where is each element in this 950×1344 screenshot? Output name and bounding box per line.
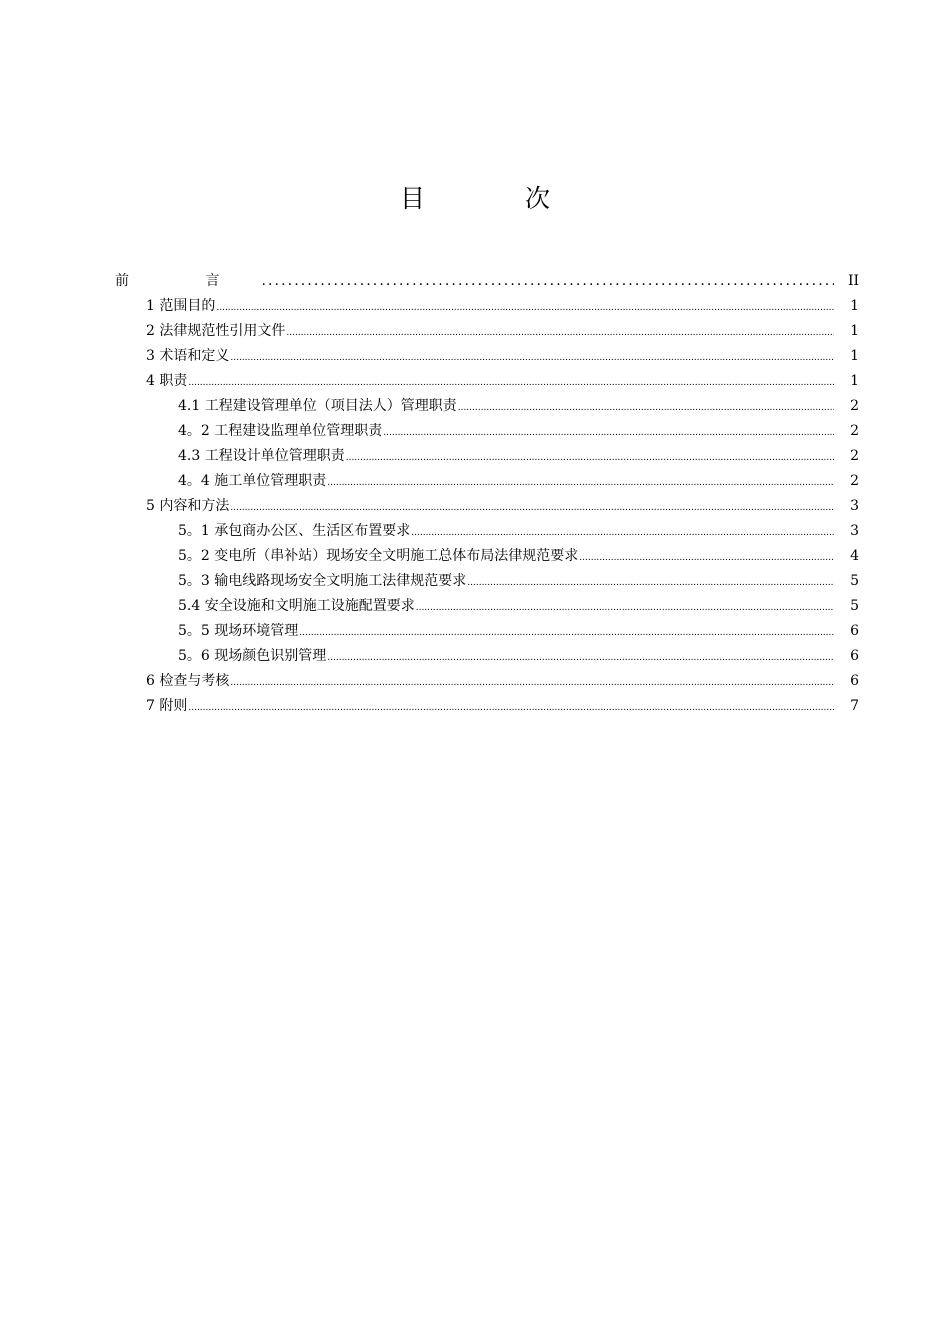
toc-entry-label: 7 附则 (146, 698, 188, 714)
toc-leader (299, 621, 834, 646)
toc-leader (579, 546, 834, 571)
toc-list (0, 269, 950, 719)
toc-leader (230, 671, 834, 696)
toc-entry-preface[interactable] (0, 269, 950, 294)
toc-entry-page: 6 (850, 673, 859, 689)
toc-entry[interactable] (0, 369, 950, 394)
toc-entry[interactable] (0, 319, 950, 344)
toc-leader (346, 446, 834, 471)
toc-leader (416, 596, 834, 621)
toc-entry[interactable] (0, 469, 950, 494)
toc-leader (230, 346, 834, 371)
toc-entry-page: 6 (850, 648, 859, 664)
toc-entry-label: 3 术语和定义 (146, 348, 230, 364)
toc-entry-label: 1 范围目的 (146, 298, 216, 314)
toc-entry[interactable] (0, 494, 950, 519)
toc-entry[interactable] (0, 519, 950, 544)
toc-entry-page: 2 (850, 473, 859, 489)
toc-leader (230, 496, 834, 521)
toc-entry[interactable] (0, 669, 950, 694)
toc-entry-label: 4.1 工程建设管理单位（项目法人）管理职责 (178, 398, 457, 414)
toc-entry-label: 5。1 承包商办公区、生活区布置要求 (178, 523, 411, 539)
toc-entry[interactable] (0, 644, 950, 669)
toc-entry-page: 4 (850, 548, 859, 564)
toc-entry-label: 4 职责 (146, 373, 188, 389)
toc-entry-label: 5。5 现场环境管理 (178, 623, 299, 639)
toc-leader (188, 371, 834, 396)
toc-entry[interactable] (0, 594, 950, 619)
toc-entry-label: 4。4 施工单位管理职责 (178, 473, 327, 489)
toc-leader (383, 421, 834, 446)
toc-entry-page: II (847, 273, 859, 289)
toc-entry-label: 4.3 工程设计单位管理职责 (178, 448, 345, 464)
toc-entry-page: 3 (850, 523, 859, 539)
toc-entry-label: 5。6 现场颜色识别管理 (178, 648, 327, 664)
toc-entry-label: 6 检查与考核 (146, 673, 230, 689)
toc-entry[interactable] (0, 394, 950, 419)
toc-leader (286, 321, 834, 346)
toc-entry-label: 5 内容和方法 (146, 498, 230, 514)
toc-entry[interactable] (0, 294, 950, 319)
toc-entry-page: 1 (850, 373, 859, 389)
toc-leader (467, 571, 834, 596)
toc-entry-label: 5。3 输电线路现场安全文明施工法律规范要求 (178, 573, 467, 589)
toc-leader (188, 696, 834, 721)
toc-entry[interactable] (0, 344, 950, 369)
toc-leader (327, 471, 834, 496)
toc-entry[interactable] (0, 569, 950, 594)
toc-entry-label: 2 法律规范性引用文件 (146, 323, 286, 339)
toc-entry-page: 6 (850, 623, 859, 639)
toc-entry-page: 5 (850, 573, 859, 589)
toc-entry[interactable] (0, 444, 950, 469)
toc-entry-page: 7 (850, 698, 859, 714)
toc-entry-page: 5 (850, 598, 859, 614)
toc-entry-label: 4。2 工程建设监理单位管理职责 (178, 423, 383, 439)
toc-entry-page: 2 (850, 448, 859, 464)
toc-leader (458, 396, 834, 421)
toc-leader (216, 296, 834, 321)
toc-entry-label: 5.4 安全设施和文明施工设施配置要求 (178, 598, 415, 614)
toc-title: 目 次 (400, 184, 596, 213)
toc-entry-page: 2 (850, 423, 859, 439)
toc-entry[interactable] (0, 694, 950, 719)
toc-entry-label: 前 言 (115, 273, 256, 289)
toc-entry-page: 3 (850, 498, 859, 514)
toc-entry-page: 2 (850, 398, 859, 414)
toc-entry-page: 1 (850, 323, 859, 339)
toc-leader (327, 646, 834, 671)
toc-entry-page: 1 (850, 298, 859, 314)
toc-entry[interactable] (0, 419, 950, 444)
toc-leader (411, 521, 834, 546)
toc-entry-page: 1 (850, 348, 859, 364)
toc-leader (261, 269, 834, 294)
toc-entry[interactable] (0, 619, 950, 644)
toc-entry-label: 5。2 变电所（串补站）现场安全文明施工总体布局法律规范要求 (178, 548, 579, 564)
toc-entry[interactable] (0, 544, 950, 569)
